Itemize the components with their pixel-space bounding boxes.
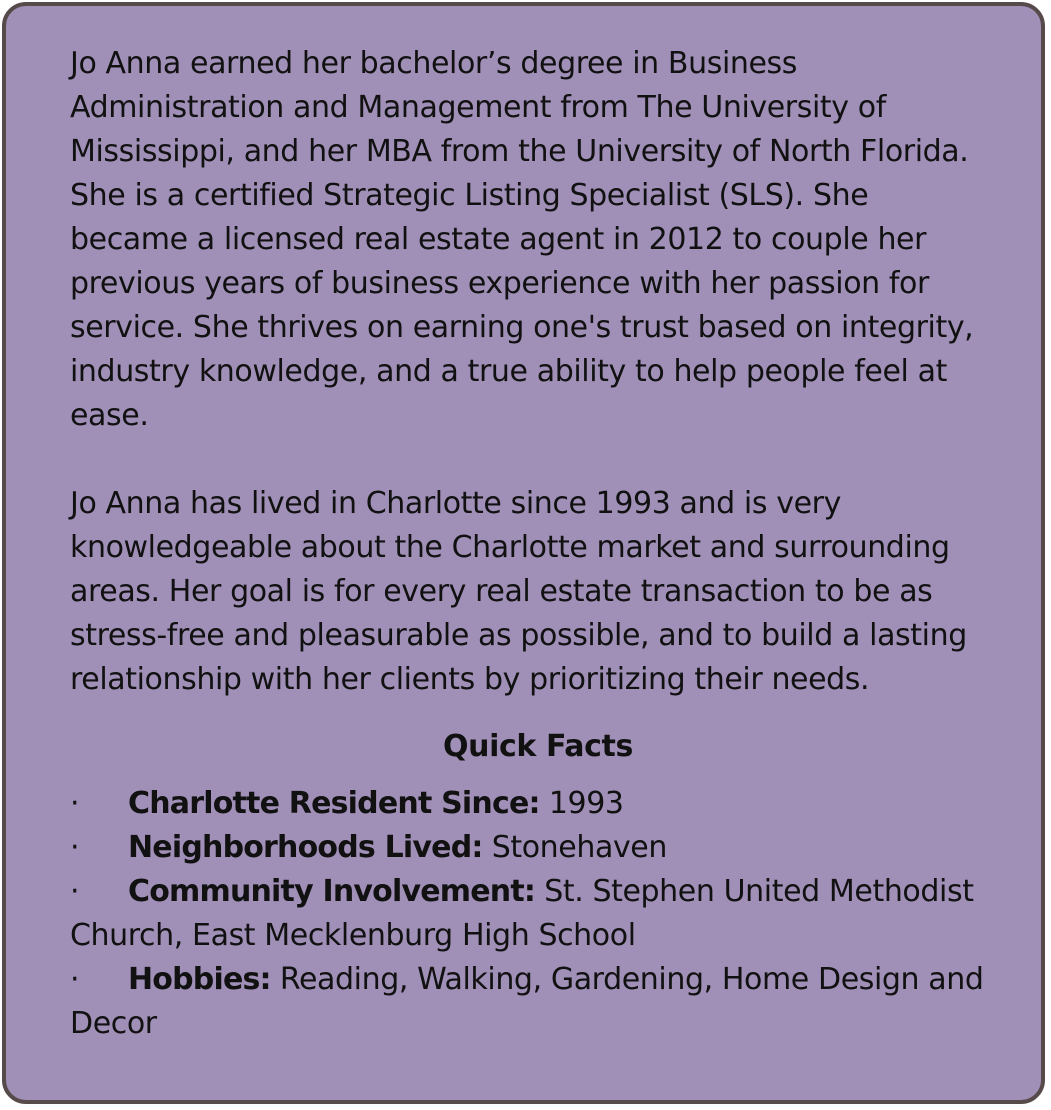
fact-label: Charlotte Resident Since: <box>128 786 540 821</box>
fact-label: Neighborhoods Lived: <box>128 830 483 865</box>
quick-facts-heading: Quick Facts <box>443 729 633 764</box>
fact-community-involvement <box>70 870 990 958</box>
bio-paragraph-education: Jo Anna earned her bachelor’s degree in Business Administration and Management from The University of Mississippi, and her MBA from the University of North Florida. She is a certified Strategic Listing Specialist (SLS). She became a licensed real estate agent in 2012 to couple her previous years of business experience with her passion for service. She thrives on earning one's trust based on integrity, industry knowledge, and a true ability to help people feel at ease. <box>70 46 974 433</box>
bullet-icon: · <box>70 786 80 821</box>
bullet-icon: · <box>70 830 80 865</box>
fact-value: St. Stephen United Methodist Church, East Mecklenburg High School <box>70 874 974 953</box>
bio-paragraph-charlotte: Jo Anna has lived in Charlotte since 1993 and is very knowledgeable about the Charlotte market and surrounding areas. Her goal is for every real estate transaction to be as stress-free and pleasurable as possible, and to build a lasting relationship with her clients by prioritizing their needs. <box>70 486 967 697</box>
fact-value: Stonehaven <box>491 830 667 865</box>
fact-resident-since <box>70 782 990 826</box>
bio-card <box>2 2 1045 1104</box>
fact-value: 1993 <box>548 786 624 821</box>
bullet-icon: · <box>70 874 80 909</box>
fact-neighborhoods <box>70 826 990 870</box>
quick-facts-list <box>70 782 990 1046</box>
bullet-icon: · <box>70 962 80 997</box>
fact-label: Community Involvement: <box>128 874 536 909</box>
fact-value: Reading, Walking, Gardening, Home Design and Decor <box>70 962 984 1041</box>
fact-hobbies <box>70 958 990 1046</box>
bio-content <box>70 42 990 1046</box>
fact-label: Hobbies: <box>128 962 271 997</box>
